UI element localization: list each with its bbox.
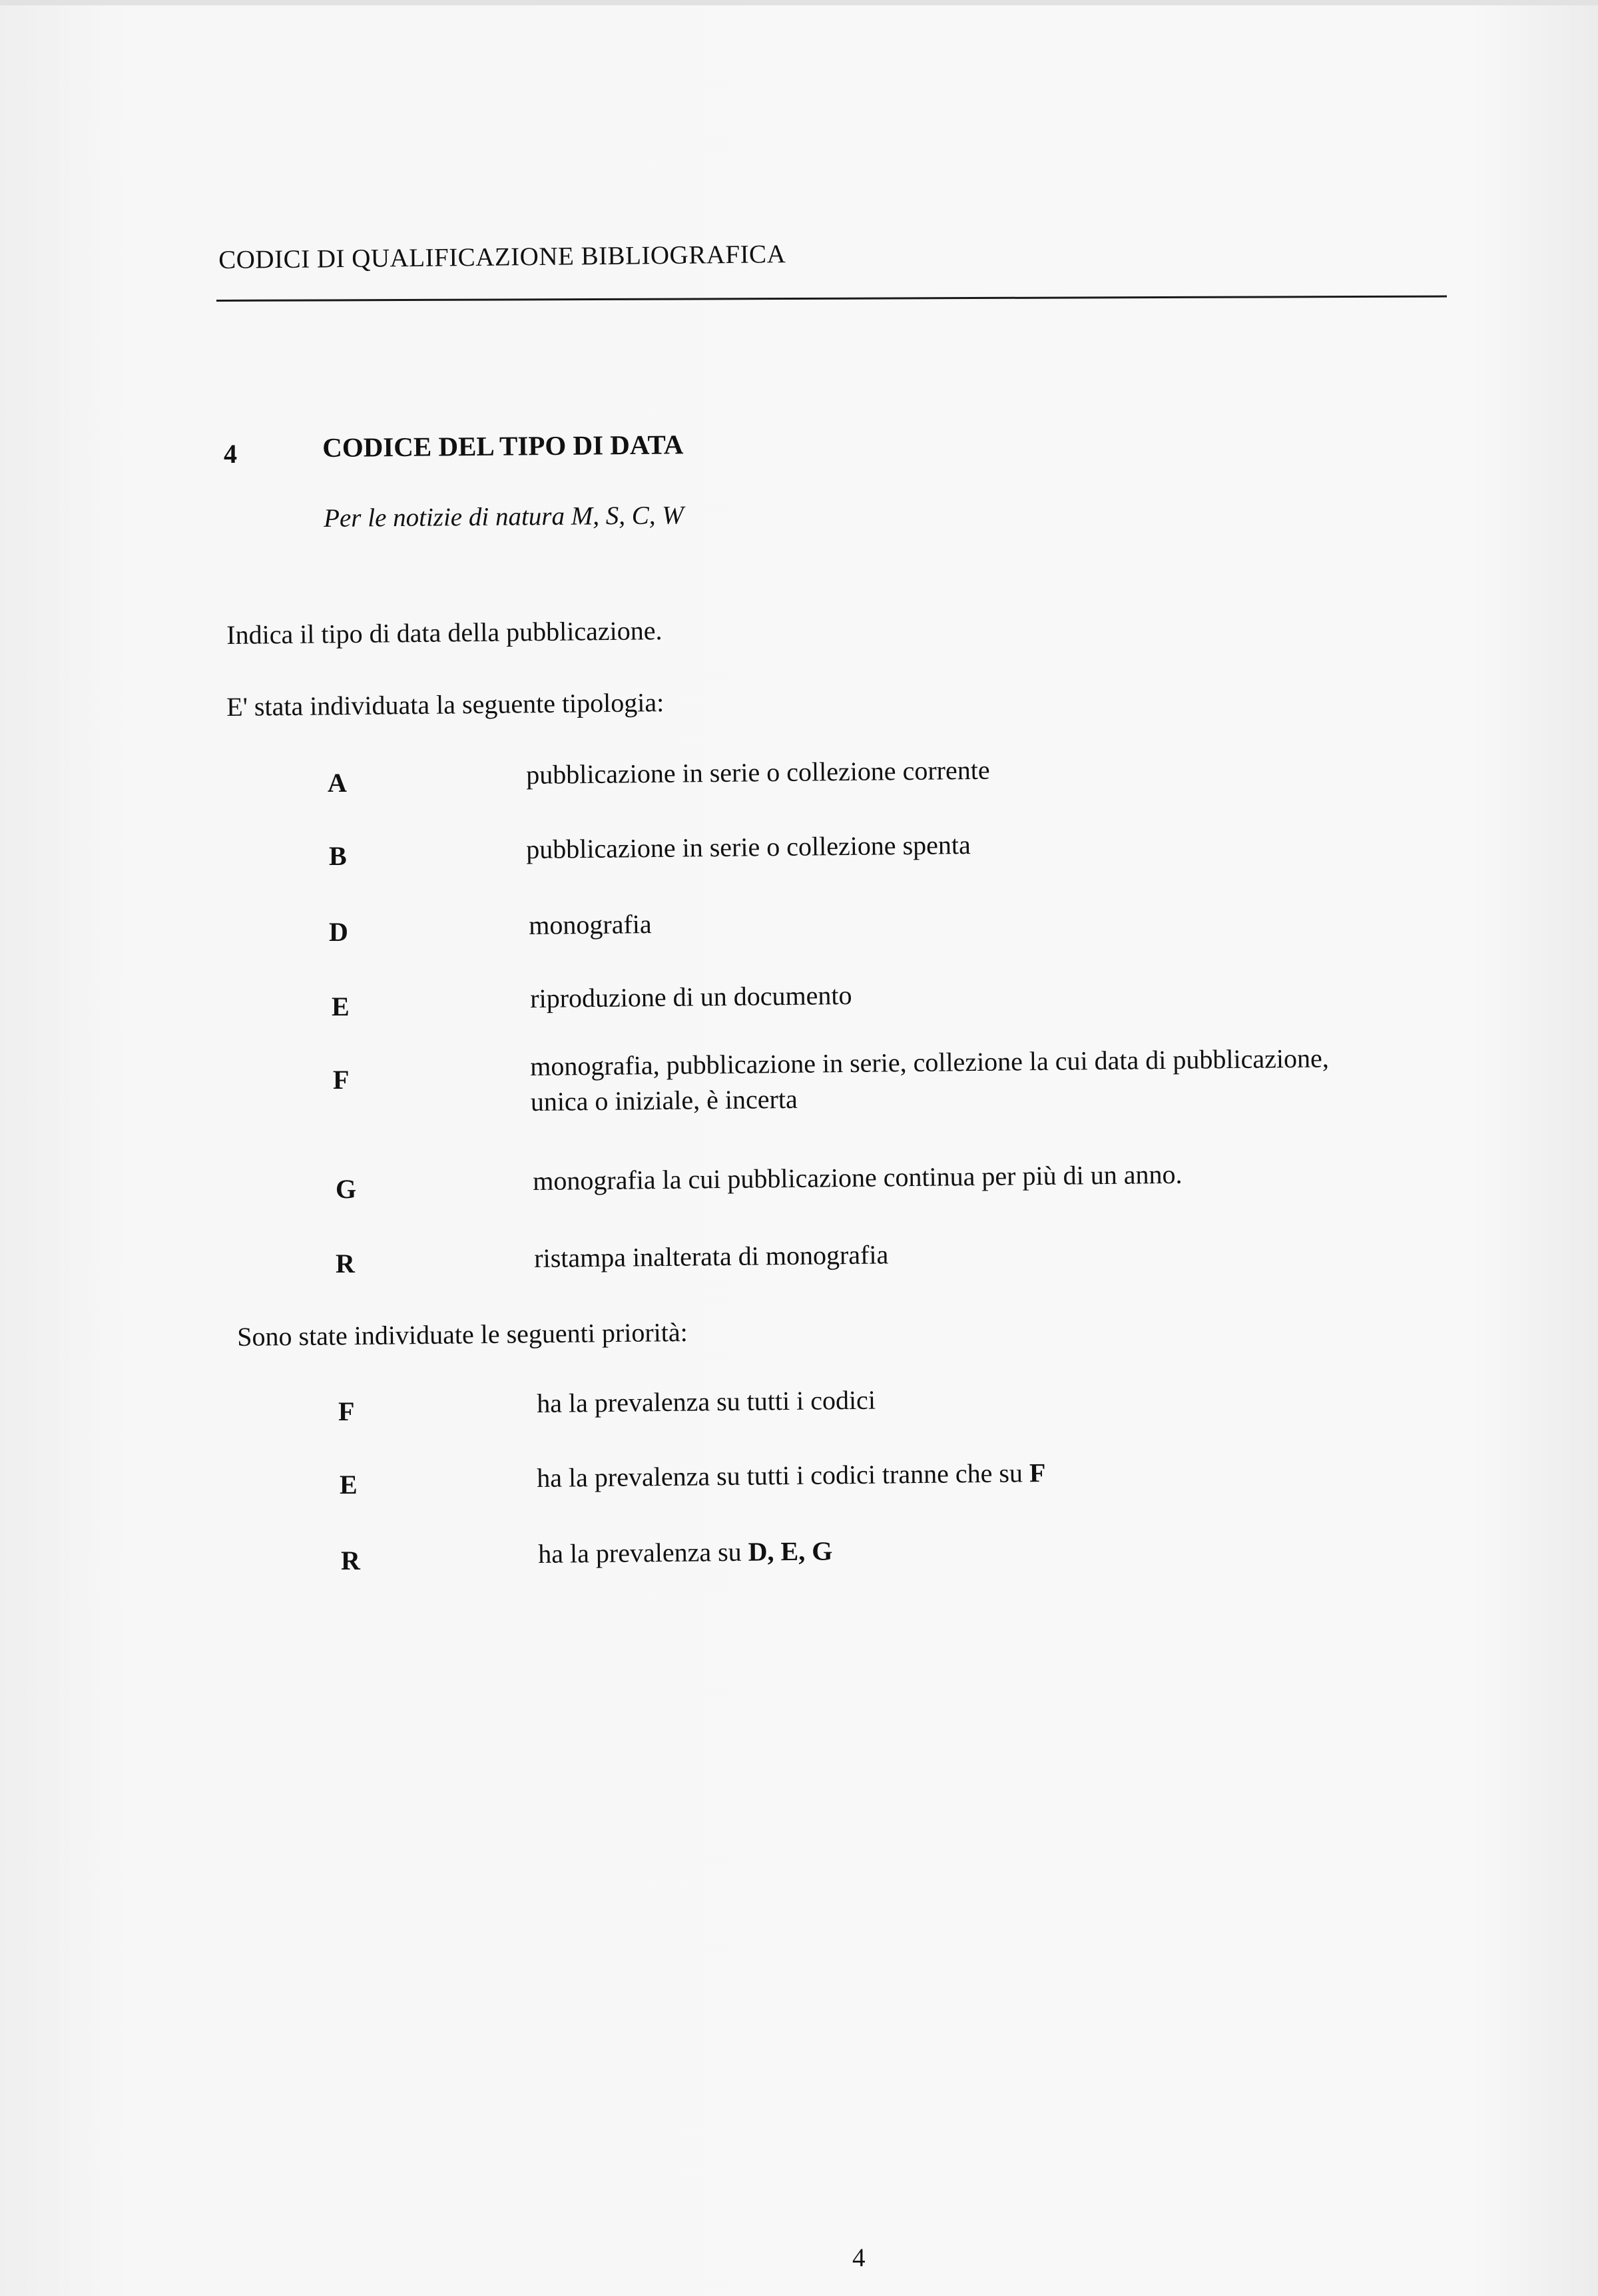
priority-description [537,1457,1046,1494]
type-description: pubblicazione in serie o collezione spenta [526,830,971,864]
type-code: B [329,841,347,871]
section-number: 4 [224,439,237,469]
type-code: A [328,768,347,798]
priorities-intro: Sono state individuate le seguenti priorità: [237,1316,688,1352]
type-description: monografia [529,909,652,940]
page-top-edge [0,0,1598,5]
priority-code: R [341,1546,360,1576]
priority-text: ha la prevalenza su tutti i codici [537,1384,876,1418]
page-number: 4 [852,2243,866,2272]
priority-text: ha la prevalenza su [538,1536,748,1569]
priority-code: E [340,1470,358,1500]
section-subtitle: Per le notizie di natura M, S, C, W [324,501,684,533]
type-code: F [333,1065,350,1095]
type-description: pubblicazione in serie o collezione corrente [526,754,990,790]
priority-description [538,1535,833,1570]
type-code: D [329,917,348,947]
priority-bold-codes: F [1029,1457,1046,1488]
type-code: G [336,1174,357,1204]
header-rule [216,296,1447,302]
type-code: E [332,992,350,1021]
type-description [530,1042,1330,1117]
running-head: CODICI DI QUALIFICAZIONE BIBLIOGRAFICA [218,240,786,274]
priority-description [537,1384,876,1419]
typology-intro: E' stata individuata la seguente tipologia: [226,687,665,722]
type-description-line: monografia, pubblicazione in serie, collezione la cui data di pubblicazione, [530,1043,1329,1081]
type-description: monografia la cui pubblicazione continua per più di un anno. [533,1159,1183,1196]
type-description: ristampa inalterata di monografia [534,1239,889,1273]
type-description-line: unica o iniziale, è incerta [530,1083,798,1117]
type-description: riproduzione di un documento [530,980,852,1013]
intro-paragraph: Indica il tipo di data della pubblicazione. [226,615,663,650]
priority-bold-codes: D, E, G [748,1536,833,1567]
section-title: CODICE DEL TIPO DI DATA [322,429,684,463]
priority-code: F [338,1396,355,1426]
type-code: R [336,1249,355,1279]
priority-text: ha la prevalenza su tutti i codici tranne che su [537,1458,1030,1493]
